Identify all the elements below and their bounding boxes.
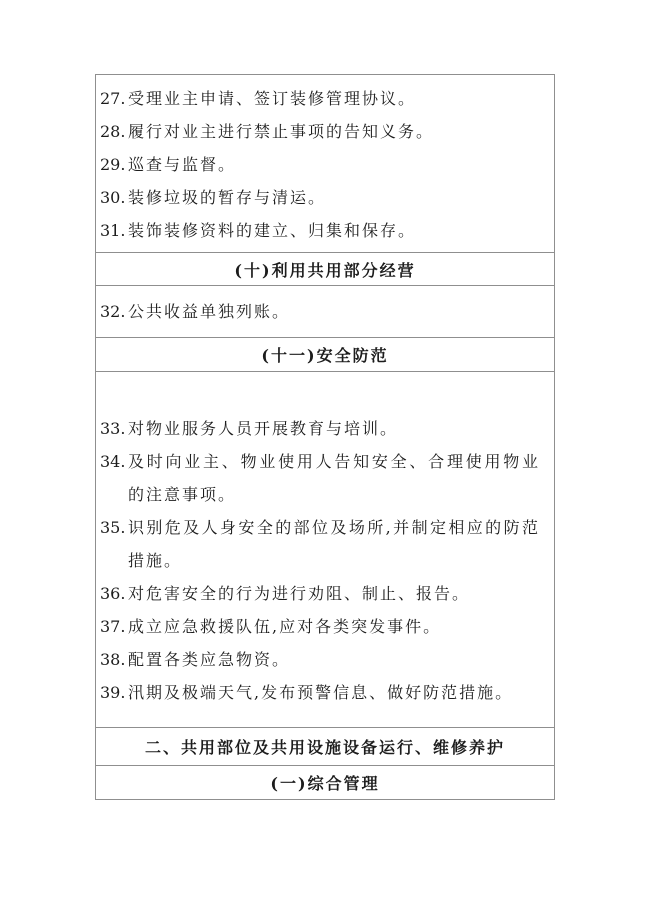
service-items-table (95, 74, 555, 800)
item-number: 30. (100, 188, 126, 207)
list-item (96, 82, 540, 115)
table-row (96, 286, 554, 338)
list-item (96, 181, 540, 214)
section-header-text: (十)利用共用部分经营 (234, 260, 416, 280)
item-number: 37. (100, 617, 126, 636)
item-number: 28. (100, 122, 126, 141)
item-number: 32. (100, 302, 126, 321)
item-text: 公共收益单独列账。 (128, 302, 291, 321)
list-item (96, 214, 540, 247)
item-number: 34. (100, 452, 126, 471)
main-section-header-row (96, 728, 554, 766)
item-text: 对物业服务人员开展教育与培训。 (128, 419, 399, 438)
section-header-text: (十一)安全防范 (261, 346, 389, 365)
item-number: 36. (100, 584, 126, 603)
item-text: 成立应急救援队伍,应对各类突发事件。 (128, 617, 442, 636)
item-text: 汛期及极端天气,发布预警信息、做好防范措施。 (128, 683, 514, 702)
section-header-row (96, 338, 554, 372)
list-item (96, 676, 540, 709)
list-item (96, 511, 540, 577)
list-item (96, 115, 540, 148)
list-item (96, 148, 540, 181)
item-number: 31. (100, 221, 126, 240)
item-number: 39. (100, 683, 126, 702)
item-number: 35. (100, 518, 126, 537)
item-text: 及时向业主、物业使用人告知安全、合理使用物业的注意事项。 (128, 452, 540, 504)
item-text: 装饰装修资料的建立、归集和保存。 (128, 221, 417, 240)
list-item (96, 295, 540, 328)
item-number: 29. (100, 155, 126, 174)
section-header-text: (一)综合管理 (270, 774, 380, 793)
table-row (96, 372, 554, 728)
list-item (96, 610, 540, 643)
item-text: 巡查与监督。 (128, 155, 237, 174)
list-item (96, 577, 540, 610)
table-row (96, 75, 554, 253)
item-text: 履行对业主进行禁止事项的告知义务。 (128, 122, 435, 141)
item-text: 受理业主申请、签订装修管理协议。 (128, 89, 417, 108)
list-item (96, 412, 540, 445)
item-text: 装修垃圾的暂存与清运。 (128, 188, 327, 207)
list-item (96, 643, 540, 676)
item-text: 识别危及人身安全的部位及场所,并制定相应的防范措施。 (128, 518, 540, 570)
list-item (96, 445, 540, 511)
item-number: 27. (100, 89, 126, 108)
section-header-row (96, 253, 554, 286)
main-section-header-text: 二、共用部位及共用设施设备运行、维修养护 (144, 738, 505, 757)
item-number: 38. (100, 650, 126, 669)
item-text: 对危害安全的行为进行劝阻、制止、报告。 (128, 584, 471, 603)
item-text: 配置各类应急物资。 (128, 650, 291, 669)
section-header-row (96, 766, 554, 799)
item-number: 33. (100, 419, 126, 438)
